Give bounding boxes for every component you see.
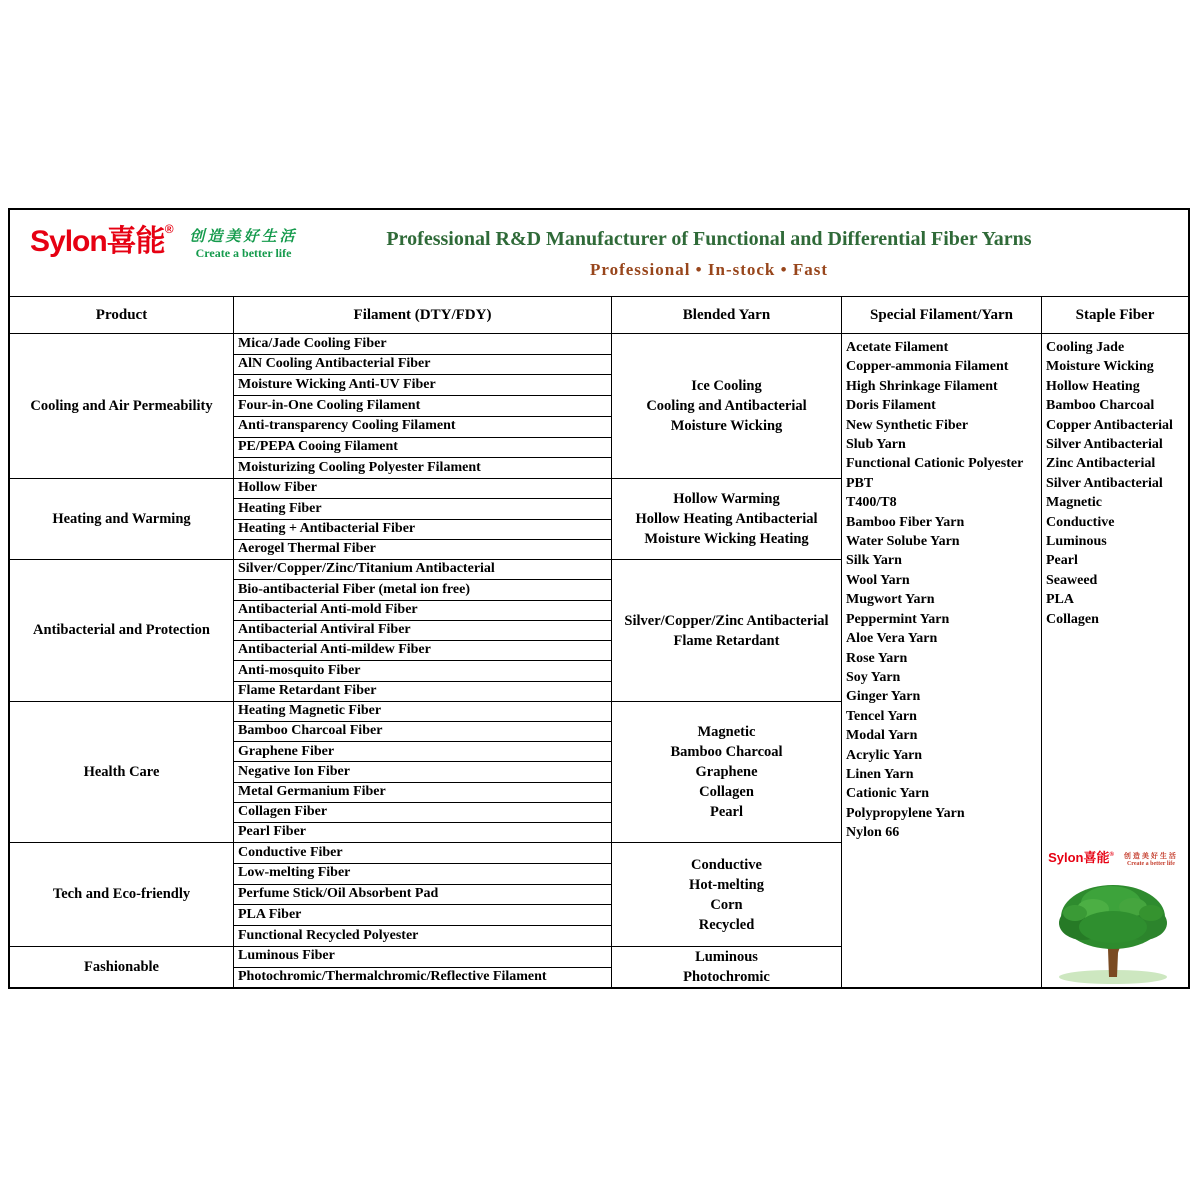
list-item: Seaweed	[1046, 572, 1098, 588]
list-item: Luminous Fiber	[234, 947, 611, 968]
blended-fashionable	[612, 947, 841, 987]
list-item: Luminous	[1046, 534, 1107, 550]
column-header-blended-yarn: Blended Yarn	[612, 297, 842, 333]
category-antibacterial: Antibacterial and Protection	[10, 560, 233, 702]
list-item: Silver/Copper/Zinc/Titanium Antibacterial	[234, 560, 611, 580]
list-item: Silver/Copper/Zinc Antibacterial	[624, 612, 829, 629]
list-item: Rose Yarn	[846, 650, 908, 666]
list-item: Moisture Wicking Anti-UV Fiber	[234, 375, 611, 396]
column-header-row	[10, 297, 1188, 334]
list-item: Water Solube Yarn	[846, 534, 960, 550]
filament-block-antibacterial	[234, 560, 611, 702]
list-item: Mica/Jade Cooling Fiber	[234, 334, 611, 355]
staple-fiber-list	[1046, 338, 1186, 629]
list-item: High Shrinkage Filament	[846, 378, 998, 394]
list-item: Antibacterial Anti-mold Fiber	[234, 601, 611, 621]
footer-logo	[1042, 851, 1184, 985]
list-item: Bamboo Charcoal	[670, 744, 783, 760]
list-item: Moisture Wicking	[670, 418, 783, 434]
header-band	[10, 210, 1188, 297]
list-item: PLA	[1046, 592, 1074, 608]
product-catalog-table	[8, 208, 1190, 989]
list-item: Perfume Stick/Oil Absorbent Pad	[234, 885, 611, 906]
list-item: Flame Retardant	[673, 632, 780, 649]
list-item: Pearl	[1046, 553, 1078, 569]
list-item: Hollow Heating Antibacterial	[635, 511, 818, 527]
list-item: Modal Yarn	[846, 728, 918, 744]
list-item: PLA Fiber	[234, 905, 611, 926]
header-titles	[250, 227, 1168, 280]
list-item: Cationic Yarn	[846, 786, 930, 802]
list-item: Metal Germanium Fiber	[234, 783, 611, 803]
list-item: Moisturizing Cooling Polyester Filament	[238, 459, 481, 475]
list-item: Collagen	[699, 784, 754, 800]
list-item: Moisture Wicking	[1046, 359, 1154, 375]
list-item: PBT	[846, 475, 874, 491]
list-item: Slub Yarn	[846, 437, 906, 453]
list-item: Conductive Fiber	[234, 843, 611, 864]
list-item: Negative Ion Fiber	[234, 762, 611, 782]
list-item: Bamboo Fiber Yarn	[846, 514, 965, 530]
list-item: Bamboo Charcoal Fiber	[234, 722, 611, 742]
list-item: Anti-mosquito Fiber	[234, 661, 611, 681]
list-item: Bio-antibacterial Fiber (metal ion free)	[234, 580, 611, 600]
list-item: Photochromic	[683, 969, 770, 985]
table-body	[10, 334, 1188, 987]
column-header-staple-fiber: Staple Fiber	[1075, 306, 1155, 323]
filament-block-health-care	[234, 702, 611, 843]
list-item: Acetate Filament	[846, 340, 949, 355]
list-item: Bamboo Charcoal	[1046, 398, 1155, 414]
list-item: Corn	[710, 896, 743, 913]
list-item: Antibacterial Antiviral Fiber	[234, 621, 611, 641]
blended-health-care	[612, 702, 841, 843]
list-item: Cooling and Antibacterial	[646, 398, 807, 414]
list-item: Copper Antibacterial	[1046, 417, 1173, 433]
list-item: Silver Antibacterial	[1046, 475, 1163, 491]
list-item: Recycled	[698, 916, 755, 933]
column-header-product: Product	[10, 297, 234, 333]
list-item: Pearl	[709, 804, 743, 820]
category-fashionable: Fashionable	[84, 958, 159, 975]
list-item: Peppermint Yarn	[846, 611, 950, 627]
list-item: Antibacterial Anti-mildew Fiber	[234, 641, 611, 661]
list-item: Moisture Wicking Heating	[644, 531, 809, 547]
list-item: Acrylic Yarn	[846, 747, 923, 763]
list-item: Heating + Antibacterial Fiber	[234, 520, 611, 540]
list-item: Conductive	[1046, 514, 1115, 530]
list-item: Photochromic/Thermalchromic/Reflective Filament	[238, 968, 547, 984]
footer-brand-name: Sylon喜能	[1048, 850, 1110, 865]
staple-fiber-column	[1042, 334, 1188, 987]
blended-tech-eco	[612, 843, 841, 947]
category-health-care: Health Care	[10, 702, 233, 843]
list-item: Cooling Jade	[1046, 340, 1125, 355]
category-tech-eco: Tech and Eco-friendly	[10, 843, 233, 947]
list-item: Doris Filament	[846, 398, 936, 414]
filament-block-fashionable	[234, 947, 611, 987]
footer-tagline-cn: 创造美好生活	[1123, 852, 1178, 860]
footer-tagline	[1124, 851, 1178, 867]
list-item: Graphene	[695, 764, 758, 780]
list-item: Mugwort Yarn	[846, 592, 935, 608]
list-item: Ginger Yarn	[846, 689, 921, 705]
list-item: AlN Cooling Antibacterial Fiber	[234, 355, 611, 376]
category-cooling: Cooling and Air Permeability	[10, 334, 233, 479]
list-item: Collagen	[1046, 611, 1099, 627]
brand-name: Sylon喜能	[30, 225, 165, 258]
special-filament-column	[842, 334, 1042, 987]
list-item: Ice Cooling	[691, 378, 762, 394]
list-item: Copper-ammonia Filament	[846, 359, 1009, 375]
list-item: T400/T8	[846, 495, 897, 511]
list-item: Magnetic	[697, 724, 756, 740]
list-item: Silver Antibacterial	[1046, 437, 1163, 453]
registered-mark: ®	[164, 222, 174, 236]
list-item: Four-in-One Cooling Filament	[234, 396, 611, 417]
filament-block-tech-eco	[234, 843, 611, 947]
blended-yarn-column	[612, 334, 842, 987]
list-item: Collagen Fiber	[234, 803, 611, 823]
brand-tagline-en: Create a better life	[195, 246, 292, 260]
list-item: Nylon 66	[846, 825, 900, 841]
column-header-special-filament: Special Filament/Yarn	[842, 297, 1042, 333]
blended-cooling	[612, 334, 841, 479]
list-item: Aloe Vera Yarn	[846, 631, 938, 647]
list-item: Hollow Fiber	[234, 479, 611, 499]
filament-block-cooling	[234, 334, 611, 479]
footer-registered-mark: ®	[1109, 852, 1114, 858]
blended-antibacterial	[612, 560, 841, 702]
filament-block-heating	[234, 479, 611, 560]
footer-tagline-en: Create a better life	[1126, 861, 1175, 867]
list-item: Low-melting Fiber	[234, 864, 611, 885]
list-item: Zinc Antibacterial	[1046, 456, 1156, 472]
product-column	[10, 334, 234, 987]
list-item: Graphene Fiber	[234, 742, 611, 762]
page-subtitle: Professional • In-stock • Fast	[589, 260, 829, 279]
brand-tagline-cn: 创造美好生活	[189, 229, 298, 245]
list-item: Luminous	[695, 949, 758, 965]
list-item: Hollow Heating	[1046, 378, 1140, 394]
list-item: Polypropylene Yarn	[846, 805, 965, 821]
list-item: Anti-transparency Cooling Filament	[234, 417, 611, 438]
list-item: Aerogel Thermal Fiber	[238, 541, 376, 557]
list-item: Conductive	[691, 856, 762, 873]
column-header-filament: Filament (DTY/FDY)	[234, 297, 612, 333]
list-item: New Synthetic Fiber	[846, 417, 969, 433]
list-item: Hot-melting	[689, 876, 764, 893]
list-item: Tencel Yarn	[846, 708, 917, 724]
list-item: Flame Retardant Fiber	[238, 682, 377, 698]
list-item: Heating Magnetic Fiber	[234, 702, 611, 722]
list-item: Soy Yarn	[846, 669, 901, 685]
list-item: Pearl Fiber	[238, 824, 307, 840]
filament-column	[234, 334, 612, 987]
list-item: Wool Yarn	[846, 572, 910, 588]
footer-brand-row	[1042, 851, 1184, 867]
green-tree-icon	[1045, 873, 1181, 985]
footer-brand-wordmark	[1048, 851, 1114, 864]
page-title: Professional R&D Manufacturer of Functional and Differential Fiber Yarns	[386, 228, 1032, 250]
brand-wordmark	[30, 223, 174, 257]
list-item: PE/PEPA Cooing Filament	[234, 438, 611, 459]
list-item: Silk Yarn	[846, 553, 902, 569]
list-item: Magnetic	[1046, 495, 1102, 511]
list-item: Hollow Warming	[673, 491, 780, 507]
list-item: Functional Recycled Polyester	[238, 927, 419, 943]
list-item: Functional Cationic Polyester	[846, 456, 1024, 472]
list-item: Linen Yarn	[846, 766, 914, 782]
category-heating: Heating and Warming	[10, 479, 233, 560]
list-item: Heating Fiber	[234, 499, 611, 519]
blended-heating	[612, 479, 841, 560]
